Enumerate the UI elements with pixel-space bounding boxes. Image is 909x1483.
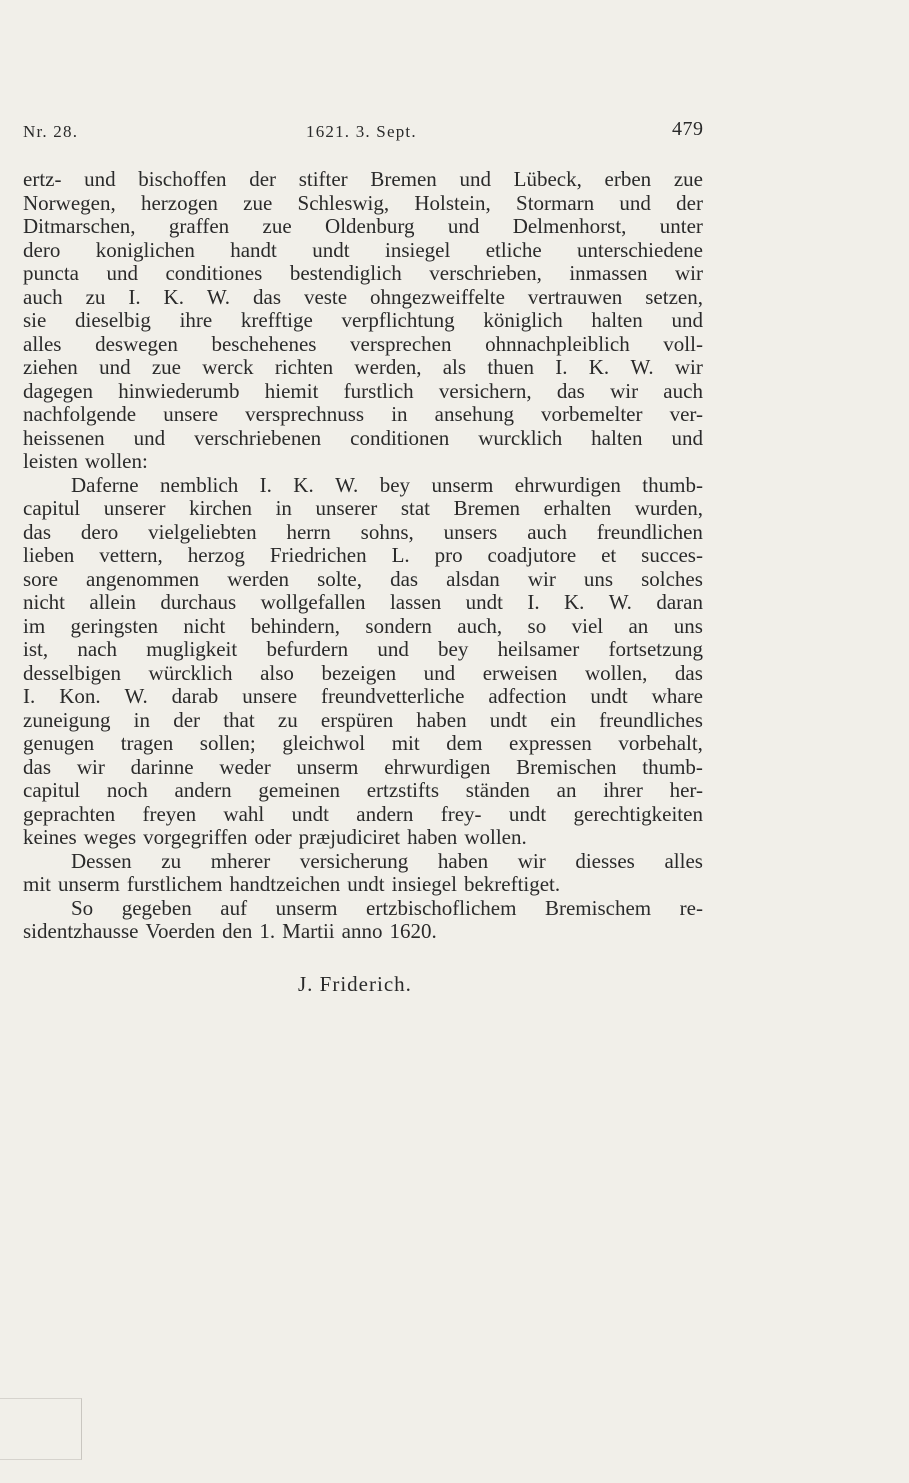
text-line: sore angenommen werden solte, das alsdan wir uns solches	[23, 566, 703, 591]
text-line: sie dieselbig ihre krefftige verpflichtung königlich halten und	[23, 308, 703, 332]
text-line: zuneigung in der that zu erspüren haben undt ein freundliches	[23, 707, 703, 732]
text-line: puncta und conditiones bestendiglich verschrieben, inmassen wir	[23, 261, 703, 285]
text-line: dagegen hinwiederumb hiemit furstlich versichern, das wir auch	[23, 378, 703, 403]
signature: J. Friderich.	[298, 972, 412, 996]
text-line: nachfolgende unsere versprechnuss in ansehung vorbemelter ver-	[23, 402, 703, 426]
body-text	[23, 168, 703, 944]
text-line: capitul unserer kirchen in unserer stat Bremen erhalten wurden,	[23, 496, 703, 520]
text-line: das wir darinne weder unserm ehrwurdigen Bremischen thumb-	[23, 754, 703, 779]
text-line: nicht allein durchaus wollgefallen lassen undt I. K. W. daran	[23, 590, 703, 614]
text-line: ist, nach mugligkeit befurdern und bey heilsamer fortsetzung	[23, 637, 703, 661]
text-line: ziehen und zue werck richten werden, als thuen I. K. W. wir	[23, 355, 703, 379]
document-date: 1621. 3. Sept.	[306, 122, 417, 141]
text-line: leisten wollen:	[23, 449, 148, 473]
text-line: auch zu I. K. W. das veste ohngezweiffelte vertrauwen setzen,	[23, 284, 703, 309]
text-line: keines weges vorgegriffen oder præjudiciret haben wollen.	[23, 825, 527, 849]
text-line: alles deswegen beschehenes versprechen ohnnachpleiblich voll-	[23, 331, 703, 356]
text-line: ertz- und bischoffen der stifter Bremen und Lübeck, erben zue	[23, 167, 703, 191]
text-line: heissenen und verschriebenen conditionen wurcklich halten und	[23, 425, 703, 450]
text-line: Ditmarschen, graffen zue Oldenburg und Delmenhorst, unter	[23, 214, 703, 238]
text-line: Norwegen, herzogen zue Schleswig, Holstein, Stormarn und der	[23, 190, 703, 215]
text-line: geprachten freyen wahl undt andern frey- undt gerechtigkeiten	[23, 801, 703, 826]
text-line: das dero vielgeliebten herrn sohns, unsers auch freundlichen	[23, 519, 703, 544]
text-line: dero koniglichen handt undt insiegel etliche unterschiedene	[23, 237, 703, 262]
running-header	[23, 118, 705, 150]
text-line: lieben vettern, herzog Friedrichen L. pro coadjutore et succes-	[23, 543, 703, 567]
text-line: mit unserm furstlichem handtzeichen undt insiegel bekreftiget.	[23, 872, 561, 896]
text-line: capitul noch andern gemeinen ertzstifts ständen an ihrer her-	[23, 778, 703, 802]
scan-margin-mark	[0, 1398, 82, 1460]
page-number: 479	[672, 118, 704, 140]
text-line: genugen tragen sollen; gleichwol mit dem expressen vorbehalt,	[23, 731, 703, 755]
text-line: desselbigen würcklich also bezeigen und erweisen wollen, das	[23, 660, 703, 685]
text-line: I. Kon. W. darab unsere freundvetterliche adfection undt whare	[23, 684, 703, 708]
text-line: Dessen zu mherer versicherung haben wir diesses alles	[71, 848, 703, 873]
document-number: Nr. 28.	[23, 122, 79, 141]
text-line: im geringsten nicht behindern, sondern auch, so viel an uns	[23, 613, 703, 638]
text-line: So gegeben auf unserm ertzbischoflichem Bremischem re-	[71, 895, 703, 920]
text-line: Daferne nemblich I. K. W. bey unserm ehrwurdigen thumb-	[71, 472, 703, 497]
text-line: sidentzhausse Voerden den 1. Martii anno 1620.	[23, 919, 437, 943]
